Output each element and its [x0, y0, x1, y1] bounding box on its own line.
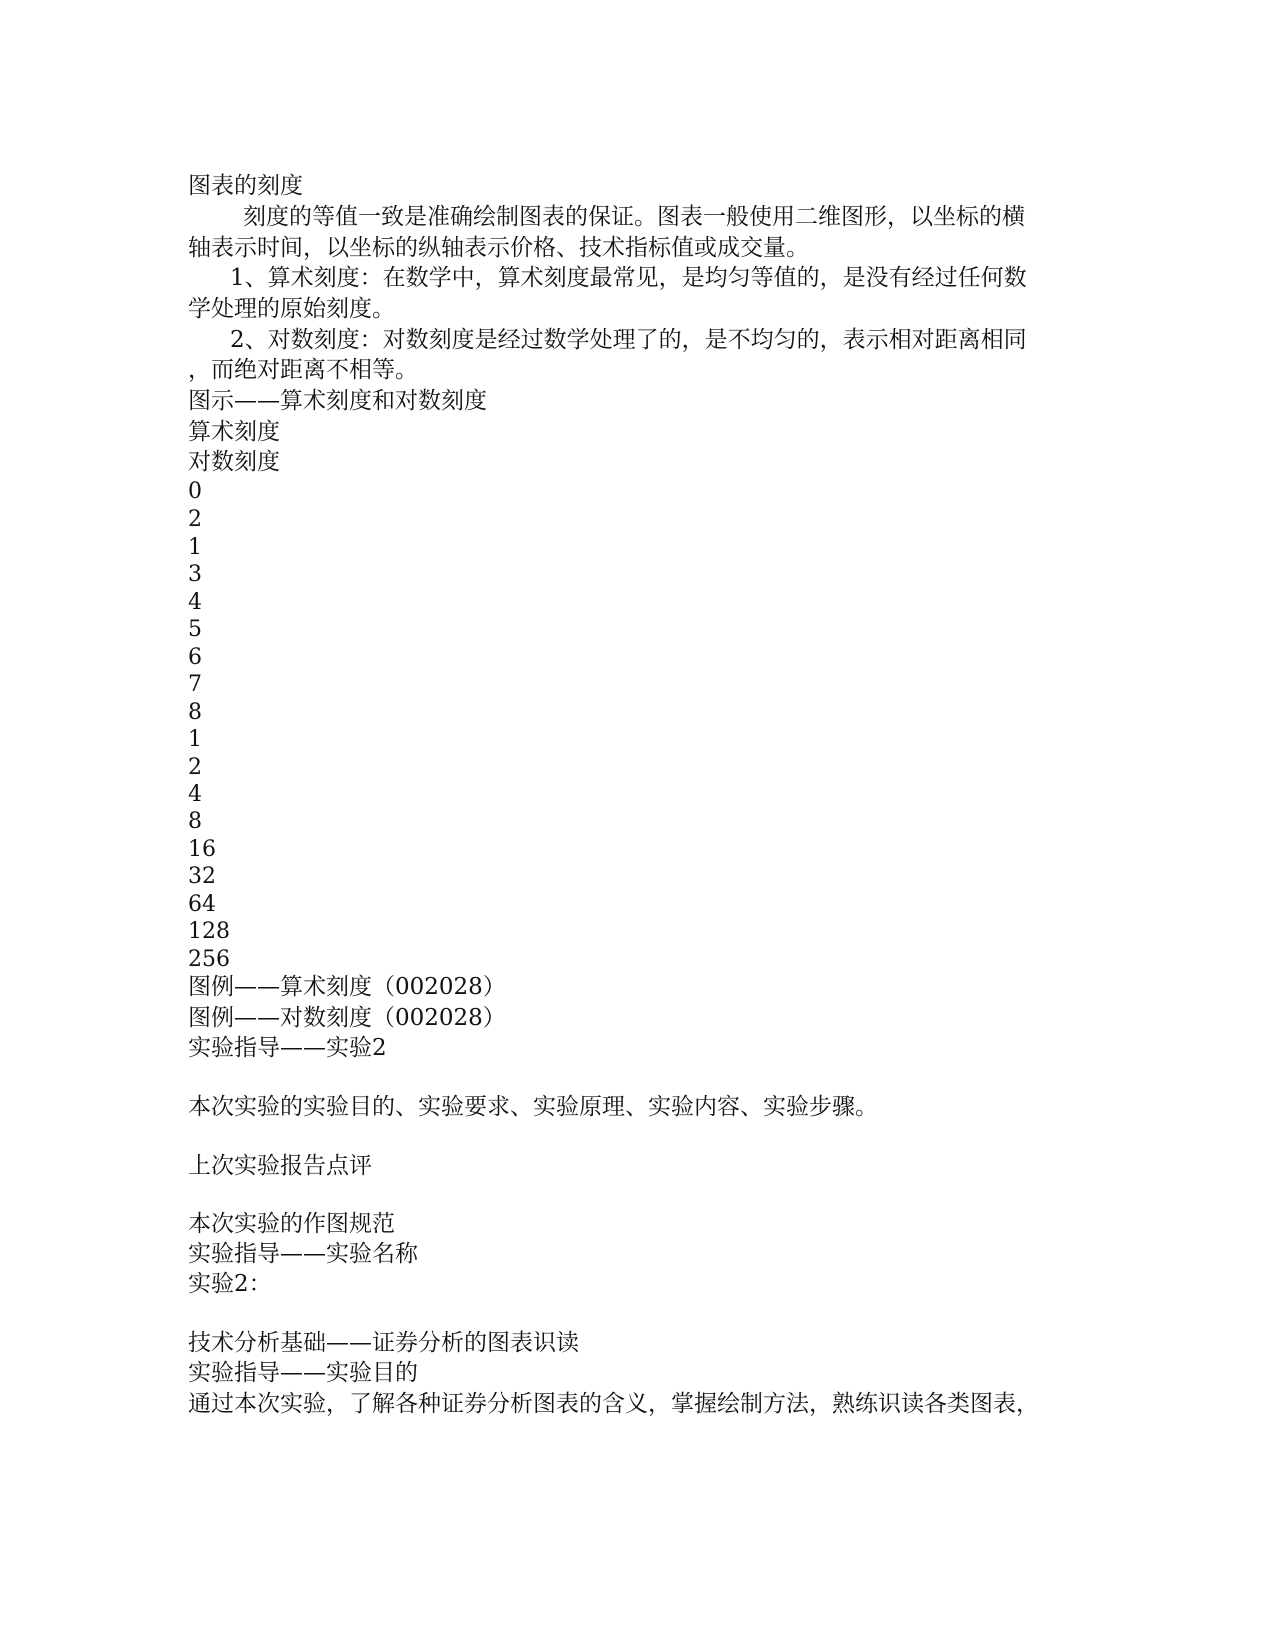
item2-line-2: ，而绝对距离不相等。: [188, 357, 418, 383]
guide-exp2: 实验指导——实验2: [188, 1035, 387, 1061]
arith-value: 7: [188, 672, 202, 697]
log-value: 256: [188, 947, 230, 972]
log-value: 1: [188, 727, 202, 752]
log-value: 8: [188, 809, 202, 834]
item1-line-1: 1、算术刻度：在数学中，算术刻度最常见，是均匀等值的，是没有经过任何数: [230, 265, 1027, 291]
para-contents: 本次实验的实验目的、实验要求、实验原理、实验内容、实验步骤。: [188, 1094, 878, 1120]
arith-value: 2: [188, 507, 202, 532]
log-value: 2: [188, 755, 202, 780]
arith-value: 6: [188, 645, 202, 670]
arith-value: 5: [188, 617, 202, 642]
arith-value: 8: [188, 700, 202, 725]
log-scale-label: 对数刻度: [188, 449, 280, 475]
guide-name: 实验指导——实验名称: [188, 1241, 418, 1267]
log-value: 32: [188, 864, 216, 889]
item1-line-2: 学处理的原始刻度。: [188, 296, 395, 322]
goal-text: 通过本次实验，了解各种证券分析图表的含义，掌握绘制方法，熟练识读各类图表，: [188, 1391, 1039, 1417]
para-review: 上次实验报告点评: [188, 1153, 372, 1179]
arith-value: 3: [188, 562, 202, 587]
exp2-label: 实验2：: [188, 1271, 272, 1297]
exp2-title: 技术分析基础——证券分析的图表识读: [188, 1330, 579, 1356]
item2-line-1: 2、对数刻度：对数刻度是经过数学处理了的，是不均匀的，表示相对距离相同: [230, 327, 1027, 353]
log-value: 64: [188, 892, 216, 917]
intro-line-2: 轴表示时间，以坐标的纵轴表示价格、技术指标值或成交量。: [188, 235, 809, 261]
arith-scale-label: 算术刻度: [188, 419, 280, 445]
arith-value: 1: [188, 535, 202, 560]
legend-log: 图例——对数刻度（002028）: [188, 1005, 506, 1031]
legend-arith: 图例——算术刻度（002028）: [188, 974, 506, 1000]
para-norms: 本次实验的作图规范: [188, 1211, 395, 1237]
figure-caption: 图示——算术刻度和对数刻度: [188, 388, 487, 414]
guide-goal: 实验指导——实验目的: [188, 1360, 418, 1386]
section-title: 图表的刻度: [188, 173, 303, 199]
intro-line-1: 刻度的等值一致是准确绘制图表的保证。图表一般使用二维图形，以坐标的横: [243, 204, 1025, 230]
log-value: 128: [188, 919, 230, 944]
log-value: 4: [188, 782, 202, 807]
arith-value: 4: [188, 590, 202, 615]
arith-value: 0: [188, 479, 202, 504]
log-value: 16: [188, 837, 216, 862]
